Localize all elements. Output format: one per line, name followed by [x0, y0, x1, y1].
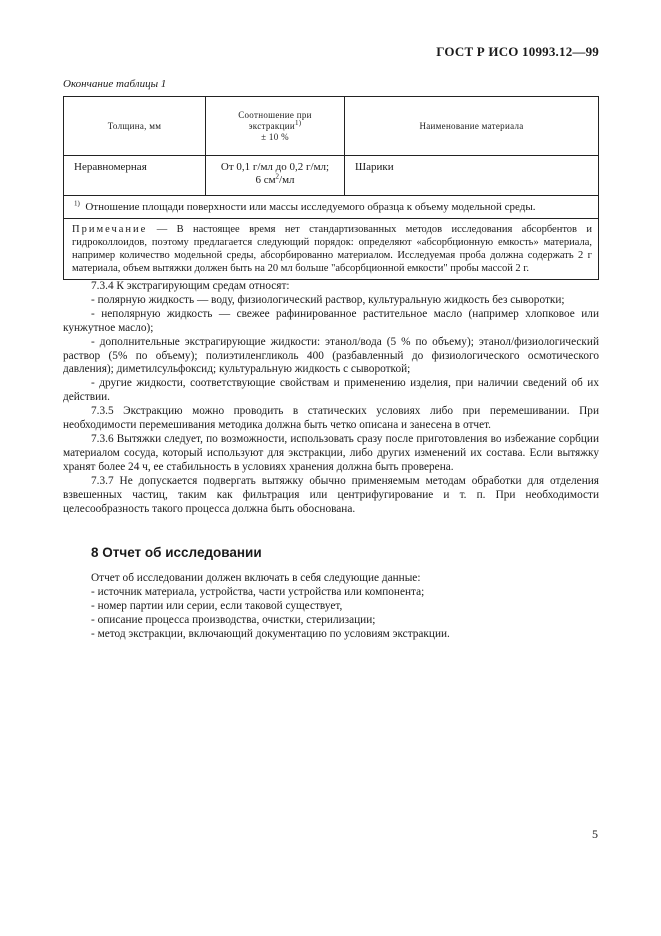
paragraph: 7.3.5 Экстракцию можно проводить в статических условиях либо при перемешивании. При необходимости перемешивания методика должна быть четко описана и занесена в отчет.: [63, 405, 599, 432]
col-thickness-header: Толщина, мм: [64, 97, 206, 156]
table-footnote: [64, 196, 599, 219]
paragraph: - полярную жидкость — воду, физиологический раствор, культуральную жидкость без сыворотки;: [91, 293, 565, 306]
document-header: ГОСТ Р ИСО 10993.12—99: [436, 44, 599, 59]
paragraph: - дополнительные экстрагирующие жидкости: этанол/вода (5 % по объему); этанол/физиологический раствор (5% по объему); полиэтиленгликоль 400 (разбавленный до физиологического осмотического давления); диметилсульфоксид; культуральную жидкость с сывороткой;: [63, 335, 599, 376]
list-item: - метод экстракции, включающий документацию по условиям экстракции.: [91, 627, 450, 640]
col-ratio-header-line3: ± 10 %: [261, 131, 289, 142]
cell-thickness: Неравномерная: [64, 156, 206, 196]
paragraph: - неполярную жидкость — свежее рафинированное растительное масло (например хлопковое или кунжутное масло);: [63, 307, 599, 334]
paragraph: 7.3.4 К экстрагирующим средам относят:: [91, 280, 290, 292]
cell-ratio-sup: 2: [275, 172, 280, 181]
cell-ratio-line2-pre: 6 см: [255, 174, 276, 186]
cell-ratio: [206, 156, 345, 196]
table-note: [64, 219, 599, 280]
footnote-mark: 1): [74, 198, 80, 207]
table-row: [64, 156, 599, 196]
table-footnote-row: [64, 196, 599, 219]
list-item: - описание процесса производства, очистки, стерилизации;: [91, 613, 376, 626]
cell-ratio-line2-post: /мл: [279, 174, 295, 186]
table-header-row: [64, 97, 599, 156]
section-heading: 8 Отчет об исследовании: [91, 545, 262, 560]
footnote-text: Отношение площади поверхности или массы исследуемого образца к объему модельной среды.: [85, 200, 536, 213]
col-ratio-header-line2: экстракции: [248, 120, 295, 131]
table-note-row: [64, 219, 599, 280]
col-ratio-header-line1: Соотношение при: [238, 109, 312, 120]
col-ratio-header-sup: 1): [294, 118, 302, 127]
paragraph: 7.3.6 Вытяжки следует, по возможности, использовать сразу после приготовления во избежание сорбции материалом сосуда, который используют для экстракции, либо других изменений их состава. Если вытяжку хранят более 24 ч, ее стабильность в условиях хранения должна быть проверена.: [63, 432, 599, 473]
body-text: [63, 280, 599, 516]
cell-material: Шарики: [345, 156, 599, 196]
page-number: 5: [592, 827, 598, 841]
table-caption: Окончание таблицы 1: [63, 78, 167, 90]
note-text: — В настоящее время нет стандартизованных методов исследования абсорбентов и гидроколлоидов, поэтому предлагается следующий порядок: определяют «абсорбционную емкость» материала, например количество модельной среды, абсорбированно материалом. Исследуемая проба должна содержать 2 г материала, объем вытяжки должен быть на 20 мл больше "абсорбционной емкости" пробы массой 2 г.: [72, 224, 592, 274]
paragraph: 7.3.7 Не допускается подвергать вытяжку обычно применяемым методам обработки для отделения взвешенных частиц, таким как фильтрация или центрифугирование и т. п. При необходимости целесообразность такого процесса должна быть обоснована.: [63, 474, 599, 515]
list-item: Отчет об исследовании должен включать в себя следующие данные:: [91, 572, 421, 584]
note-label: Примечание: [72, 224, 148, 235]
list-item: - источник материала, устройства, части устройства или компонента;: [91, 585, 425, 598]
paragraph: - другие жидкости, соответствующие свойствам и применению изделия, при наличии сведений об их действии.: [63, 377, 599, 404]
col-material-header: Наименование материала: [345, 97, 599, 156]
cell-ratio-line1: От 0,1 г/мл до 0,2 г/мл;: [220, 161, 330, 173]
report-list: [63, 572, 599, 642]
list-item: - номер партии или серии, если таковой существует,: [91, 599, 343, 612]
materials-table: [63, 96, 599, 280]
col-ratio-header: [206, 97, 345, 156]
